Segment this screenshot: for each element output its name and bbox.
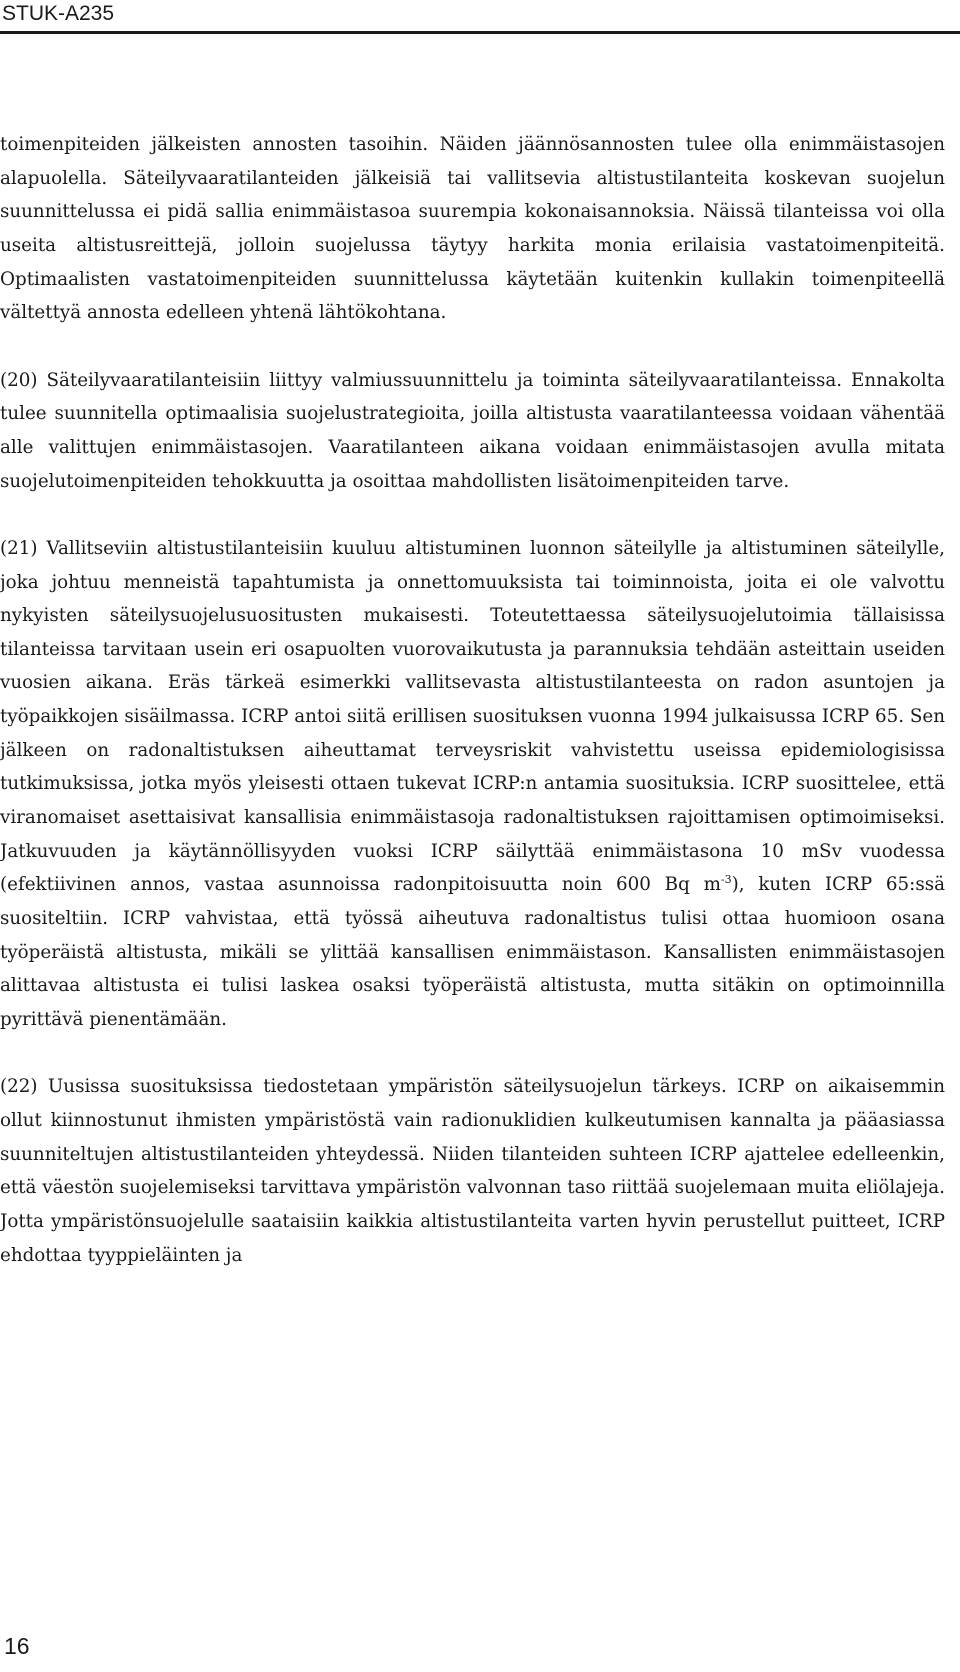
- paragraph-20: (20) Säteilyvaaratilanteisiin liittyy valmiussuunnittelu ja toiminta säteilyvaaratilanteissa. Ennakolta tulee suunnitella optimaalisia suojelustrategioita, joilla altistusta vaaratilanteessa voidaan vähentää alle valittujen enimmäistasojen. Vaaratilanteen aikana voidaan enimmäistasojen avulla mitata suojelutoimenpiteiden tehokkuutta ja osoittaa mahdollisten lisätoimenpiteiden tarve.: [0, 369, 945, 492]
- paragraph-continuation: toimenpiteiden jälkeisten annosten tasoihin. Näiden jäännösannosten tulee olla enimmäistasojen alapuolella. Säteilyvaaratilanteiden jälkeisiä tai vallitsevia altistustilanteita koskevan suojelun suunnittelussa ei pidä sallia enimmäistasoa suurempia kokonaisannoksia. Näissä tilanteissa voi olla useita altistusreittejä, jolloin suojelussa täytyy harkita monia erilaisia vastatoimenpiteitä. Optimaalisten vastatoimenpiteiden suunnittelussa käytetään kuitenkin kullakin toimenpiteellä vältettyä annosta edelleen yhtenä lähtökohtana.: [0, 134, 945, 324]
- header-rule: [0, 31, 960, 34]
- paragraph-21-text-b: ), kuten ICRP 65:ssä suositeltiin. ICRP vahvistaa, että työssä aiheutuva radonaltistus tulisi ottaa huomioon osana työperäistä altistusta, mikäli se ylittää kansallisen enimmäistason. Kansallisten enimmäistasojen alittavaa altistusta ei tulisi laskea osaksi työperäistä altistusta, mutta sitäkin on optimoinnilla pyrittävä pienentämään.: [0, 874, 945, 1031]
- paragraph-21-text-a: (21) Vallitseviin altistustilanteisiin kuuluu altistuminen luonnon säteilylle ja altistuminen säteilylle, joka johtuu menneistä tapahtumista ja onnettomuuksista tai toiminnoista, joita ei ole valvottu nykyisten säteilysuojelusuositusten mukaisesti. Toteutettaessa säteilysuojelutoimia tällaisissa tilanteissa tarvitaan usein eri osapuolten vuorovaikutusta ja parannuksia tehdään asteittain useiden vuosien aikana. Eräs tärkeä esimerkki vallitsevasta altistustilanteesta on radon asuntojen ja työpaikkojen sisäilmassa. ICRP antoi siitä erillisen suosituksen vuonna 1994 julkaisussa ICRP 65. Sen jälkeen on radonaltistuksen aiheuttamat terveysriskit vahvistettu useissa epidemiologisissa tutkimuksissa, jotka myös yleisesti ottaen tukevat ICRP:n antamia suosituksia. ICRP suosittelee, että viranomaiset asettaisivat kansallisia enimmäistasoja radonaltistuksen rajoittamisen optimoimiseksi. Jatkuvuuden ja käytännöllisyyden vuoksi ICRP säilyttää enimmäistasona 10 mSv vuodessa (efektiivinen annos, vastaa asunnoissa radonpitoisuutta noin 600 Bq m: [0, 537, 945, 896]
- body-text: [0, 128, 945, 1306]
- page-header: [0, 0, 960, 33]
- paragraph-21: [0, 532, 945, 1037]
- paragraph-22: (22) Uusissa suosituksissa tiedostetaan ympäristön säteilysuojelun tärkeys. ICRP on aikaisemmin ollut kiinnostunut ihmisten ympäristöstä vain radionuklidien kulkeutumisen kannalta ja pääasiassa suunniteltujen altistustilanteiden yhteydessä. Niiden tilanteiden suhteen ICRP ajattelee edelleenkin, että väestön suojelemiseksi tarvittava ympäristön valvonnan taso riittää suojelemaan muita eliölajeja. Jotta ympäristönsuojelulle saataisiin kaikkia altistustilanteita varten hyvin perustellut puitteet, ICRP ehdottaa tyyppieläinten ja: [0, 1076, 945, 1266]
- page-number: 16: [4, 1633, 30, 1659]
- report-id: STUK-A235: [2, 2, 115, 25]
- unit-exponent: -3: [720, 873, 732, 887]
